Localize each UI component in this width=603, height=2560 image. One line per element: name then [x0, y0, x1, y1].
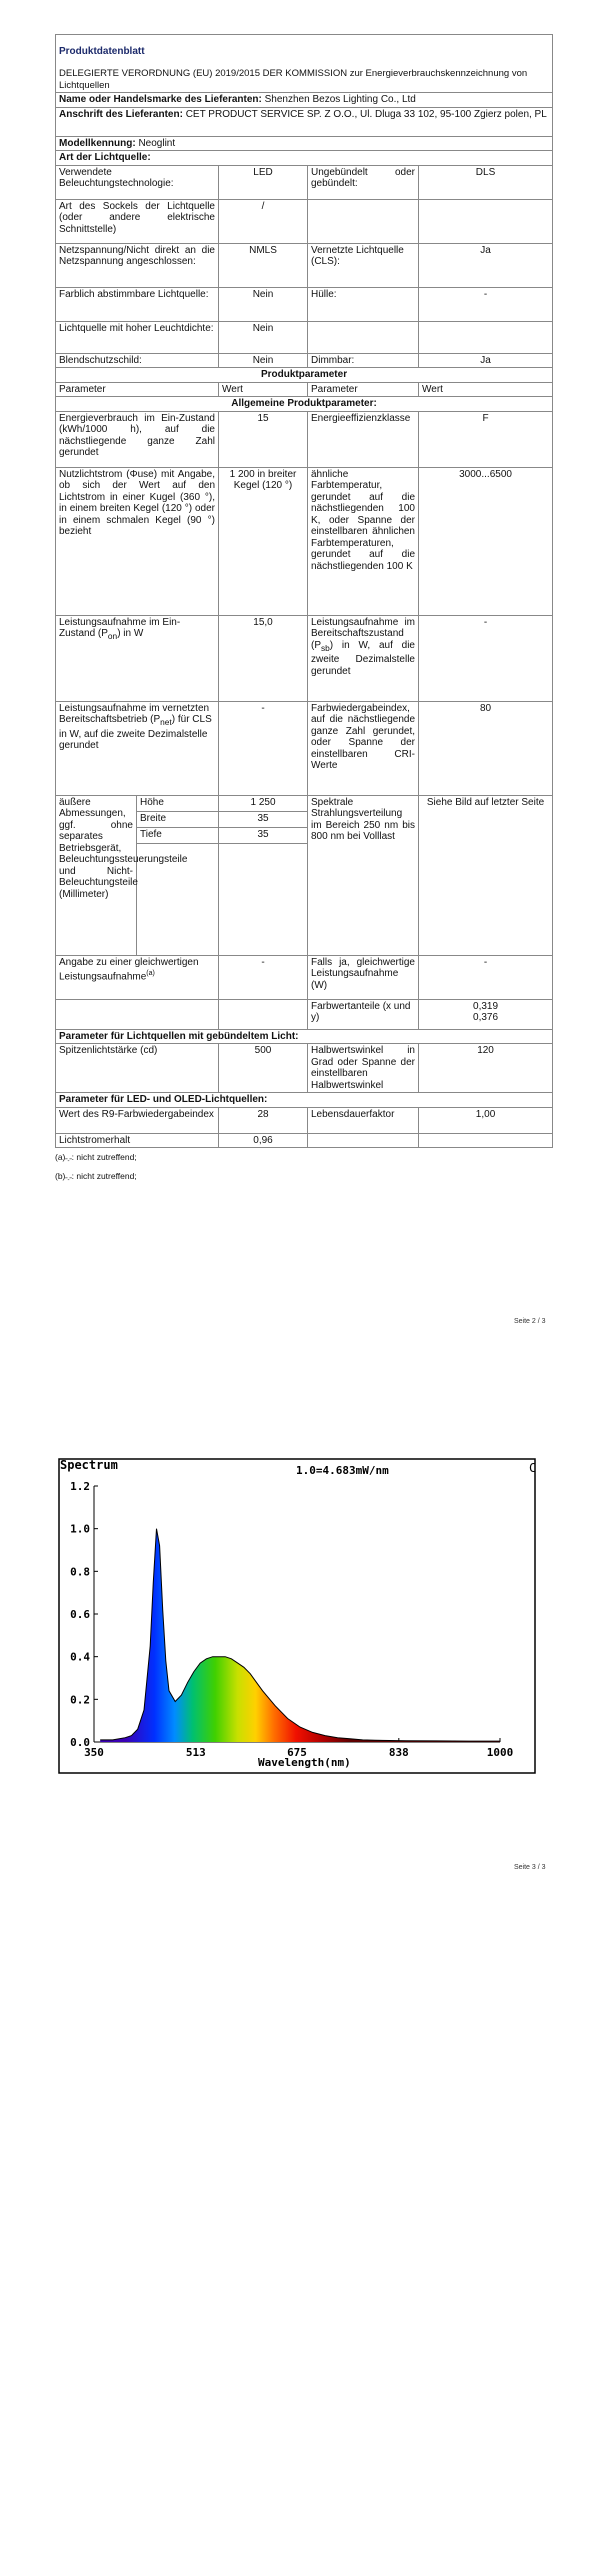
r9-value: 28	[219, 1107, 308, 1133]
light-row-value-2	[419, 199, 553, 243]
cri-value: 80	[419, 701, 553, 795]
y-tick-label: 0.6	[70, 1608, 90, 1621]
dim-spacer	[219, 843, 308, 955]
cct-value: 3000...6500	[419, 467, 553, 615]
model-value: Neoglint	[138, 137, 176, 149]
dim-key: Breite	[137, 811, 219, 827]
light-row-value: Nein	[219, 353, 308, 368]
light-row-label-2: Hülle:	[308, 287, 419, 321]
efficiency-class-value: F	[419, 411, 553, 467]
beam-angle-label: Halbwertswinkel in Grad oder Spanne der einstellbaren Halbwertswinkel	[308, 1044, 419, 1093]
light-row-label: Netzspannung/Nicht direkt an die Netzspannung angeschlossen:	[56, 243, 219, 287]
spectrum-svg	[58, 1458, 536, 1774]
led-header: Parameter für LED- und OLED-Lichtquellen:	[56, 1093, 553, 1108]
light-row-label: Farblich abstimmbare Lichtquelle:	[56, 287, 219, 321]
address-value: CET PRODUCT SERVICE SP. Z O.O., Ul. Dluga 33 102, 95-100 Zgierz polen, PL	[185, 108, 547, 120]
standby-power-value: -	[419, 615, 553, 701]
x-tick-label: 513	[185, 1746, 206, 1759]
directional-header: Parameter für Lichtquellen mit gebündeltem Licht:	[56, 1029, 553, 1044]
spectrum-value: Siehe Bild auf letzter Seite	[419, 795, 553, 955]
supplier-row	[56, 93, 553, 108]
y-tick-label: 0.8	[70, 1565, 90, 1579]
peak-intensity-value: 500	[219, 1044, 308, 1093]
footnote: $(b)_{"-"}$: nicht zutreffend;	[55, 1170, 137, 1184]
survival-label: Lebensdauerfaktor	[308, 1107, 419, 1133]
y-tick-label: 1.0	[70, 1522, 90, 1536]
model-row	[56, 136, 553, 151]
dimensions-label: äußere Abmessungen, ggf. ohne separates Betriebsgerät, Beleuchtungssteuerungsteile und Nicht-Beleuchtungsteile (Millimeter)	[56, 795, 137, 955]
efficiency-class-label: Energieeffizienzklasse	[308, 411, 419, 467]
footnotes	[55, 1150, 552, 1187]
datasheet-table	[55, 34, 553, 1148]
light-row-value-2: Ja	[419, 243, 553, 287]
equiv-value: -	[219, 955, 308, 999]
survival-value: 1,00	[419, 1107, 553, 1133]
light-row-label: Art des Sockels der Lichtquelle (oder andere elektrische Schnittstelle)	[56, 199, 219, 243]
model-label: Modellkennung:	[59, 137, 136, 149]
x-tick-label: 350	[84, 1746, 104, 1759]
value-head-2: Wert	[419, 382, 553, 397]
dim-value: 1 250	[219, 795, 308, 811]
power-on-value: 15,0	[219, 615, 308, 701]
address-label: Anschrift des Lieferanten:	[59, 108, 183, 120]
cct-label: ähnliche Farbtemperatur, gerundet auf die nächstliegenden 100 K, oder Spanne der einstellbaren ähnlichen Farbtemperaturen, gerundet auf die nächstliegenden 100 K	[308, 467, 419, 615]
light-source-header: Art der Lichtquelle:	[56, 151, 553, 166]
maintenance-value: 0,96	[219, 1133, 308, 1148]
light-row-value: NMLS	[219, 243, 308, 287]
page-number: Seite 3 / 3	[514, 1864, 546, 1871]
corner-mark: C	[529, 1461, 537, 1475]
light-row-label: Blendschutzschild:	[56, 353, 219, 368]
power-on-label: Leistungsaufnahme im Ein-Zustand $(P_{on})$ in W	[56, 615, 219, 701]
cri-label: Farbwiedergabeindex, auf die nächstliegende ganze Zahl gerundet, oder Spanne der einstellbaren CRI-Werte	[308, 701, 419, 795]
datasheet	[55, 34, 552, 1187]
x-tick-label: 838	[388, 1746, 409, 1759]
supplier-value: Shenzhen Bezos Lighting Co., Ltd	[264, 94, 416, 105]
standby-power-label: Leistungsaufnahme im Bereitschaftszustand $(P_{sb})$ in W, auf die zweite Dezimalstelle gerundet	[308, 615, 419, 701]
flux-label: Nutzlichtstrom (Φuse) mit Angabe, ob sich der Wert auf den Lichtstrom in einer Kugel (360 °), in einem breiten Kegel (120 °) oder in einem schmalen Kegel (90 °) bezieht	[56, 467, 219, 615]
equiv-power-value: -	[419, 955, 553, 999]
net-standby-label: Leistungsaufnahme im vernetzten Bereitschaftsbetrieb $(P_{net})$ für CLS in W, auf die zweite Dezimalstelle gerundet	[56, 701, 219, 795]
empty-cell	[419, 1133, 553, 1148]
dim-key: Tiefe	[137, 827, 219, 843]
x-tick-label: 675	[287, 1746, 307, 1759]
equiv-power-label: Falls ja, gleichwertige Leistungsaufnahme (W)	[308, 955, 419, 999]
empty-cell	[219, 999, 308, 1029]
light-row-label-2: Dimmbar:	[308, 353, 419, 368]
light-row-label: Lichtquelle mit hoher Leuchtdichte:	[56, 321, 219, 353]
maintenance-label: Lichtstromerhalt	[56, 1133, 219, 1148]
y-tick-label: 1.2	[70, 1480, 90, 1493]
product-params-header: Produktparameter	[56, 368, 553, 383]
light-row-value: Nein	[219, 287, 308, 321]
flux-value: 1 200 in breiter Kegel (120 °)	[219, 467, 308, 615]
spectrum-label: Spektrale Strahlungsverteilung im Bereich 250 nm bis 800 nm bei Volllast	[308, 795, 419, 955]
address-row	[56, 107, 553, 136]
dim-key: Höhe	[137, 795, 219, 811]
param-head: Parameter	[56, 382, 219, 397]
chart-annotation: 1.0=4.683mW/nm	[296, 1464, 389, 1477]
equiv-label: Angabe zu einer gleichwertigen Leistungsaufnahme$^{(a)}$	[56, 955, 219, 999]
peak-intensity-label: Spitzenlichtstärke (cd)	[56, 1044, 219, 1093]
regulation-subtitle: DELEGIERTE VERORDNUNG (EU) 2019/2015 DER KOMMISSION zur Energieverbrauchskennzeichnung von Lichtquellen	[56, 67, 553, 93]
supplier-label: Name oder Handelsmarke des Lieferanten:	[59, 94, 262, 105]
value-head: Wert	[219, 382, 308, 397]
empty-cell	[56, 999, 219, 1029]
general-params-header: Allgemeine Produktparameter:	[56, 397, 553, 412]
chroma-value: 0,319 0,376	[419, 999, 553, 1029]
chart-title: Spectrum	[60, 1458, 118, 1472]
energy-label: Energieverbrauch im Ein-Zustand (kWh/1000 h), auf die nächstliegende ganze Zahl gerundet	[56, 411, 219, 467]
light-row-label-2	[308, 199, 419, 243]
param-head-2: Parameter	[308, 382, 419, 397]
r9-label: Wert des R9-Farbwiedergabeindex	[56, 1107, 219, 1133]
page-number: Seite 2 / 3	[514, 1318, 546, 1325]
page-title: Produktdatenblatt	[56, 35, 553, 68]
dim-value: 35	[219, 811, 308, 827]
light-row-label: Verwendete Beleuchtungstechnologie:	[56, 165, 219, 199]
light-row-value: Nein	[219, 321, 308, 353]
net-standby-value: -	[219, 701, 308, 795]
footnote: $(a)_{"-"}$: nicht zutreffend;	[55, 1152, 137, 1165]
chroma-label: Farbwertanteile (x und y)	[308, 999, 419, 1029]
light-row-value: LED	[219, 165, 308, 199]
light-row-value-2	[419, 321, 553, 353]
light-row-value: /	[219, 199, 308, 243]
light-row-label-2	[308, 321, 419, 353]
y-tick-label: 0.4	[70, 1650, 90, 1664]
x-tick-label: 1000	[486, 1746, 514, 1759]
light-row-value-2: DLS	[419, 165, 553, 199]
light-row-value-2: Ja	[419, 353, 553, 368]
light-row-value-2: -	[419, 287, 553, 321]
y-tick-label: 0.0	[70, 1736, 90, 1749]
spectrum-chart	[58, 1458, 536, 1774]
light-row-label-2: Ungebündelt oder gebündelt:	[308, 165, 419, 199]
empty-cell	[308, 1133, 419, 1148]
dim-value: 35	[219, 827, 308, 843]
y-tick-label: 0.2	[70, 1693, 90, 1707]
x-axis-label: Wavelength(nm)	[258, 1756, 351, 1769]
light-row-label-2: Vernetzte Lichtquelle (CLS):	[308, 243, 419, 287]
energy-value: 15	[219, 411, 308, 467]
beam-angle-value: 120	[419, 1044, 553, 1093]
